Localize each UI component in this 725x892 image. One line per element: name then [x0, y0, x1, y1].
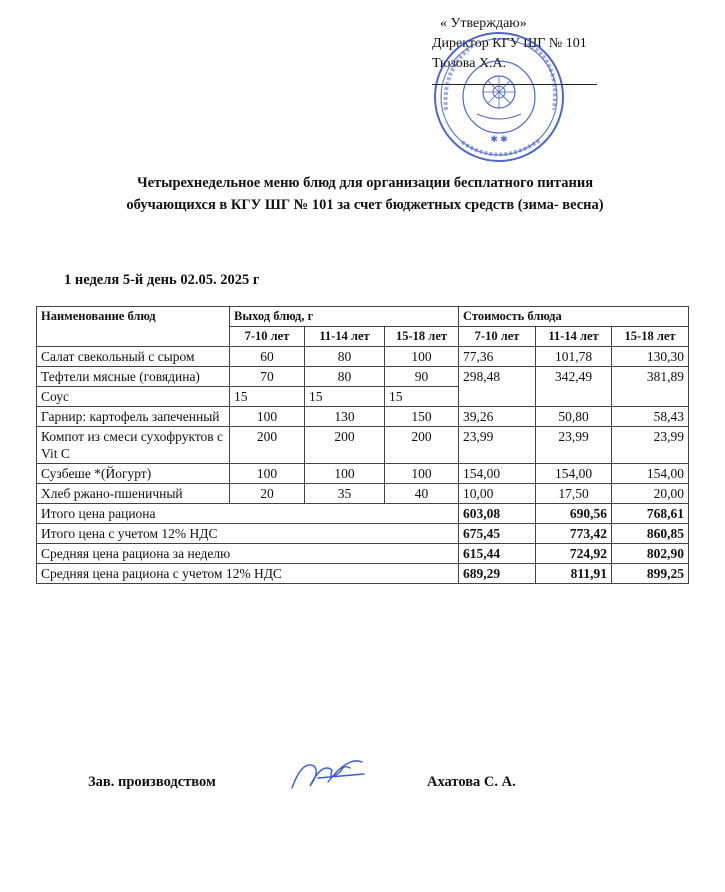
table-row — [37, 464, 689, 484]
footer-position: Зав. производством — [88, 774, 216, 790]
yield-value: 100 — [305, 464, 385, 484]
yield-value: 80 — [305, 347, 385, 367]
yield-value: 60 — [230, 347, 305, 367]
approval-position: Директор КГУ ШГ № 101 — [432, 36, 587, 51]
cost-value: 130,30 — [612, 347, 689, 367]
cost-value: 17,50 — [536, 484, 612, 504]
total-value: 802,90 — [612, 544, 689, 564]
dish-name: Салат свекольный с сыром — [37, 347, 230, 367]
header-cost: Стоимость блюда — [459, 307, 689, 327]
cost-value: 23,99 — [536, 427, 612, 464]
cost-value: 154,00 — [612, 464, 689, 484]
handwritten-signature — [288, 752, 368, 798]
cost-value: 23,99 — [612, 427, 689, 464]
menu-table — [36, 306, 689, 584]
approval-name: Тюзова Х.А. — [432, 56, 507, 71]
table-row — [37, 427, 689, 464]
yield-value: 100 — [230, 464, 305, 484]
total-value: 603,08 — [459, 504, 536, 524]
dish-name: Хлеб ржано-пшеничный — [37, 484, 230, 504]
yield-value: 15 — [230, 387, 305, 407]
official-seal-stamp — [432, 30, 567, 165]
yield-value: 40 — [385, 484, 459, 504]
total-value: 860,85 — [612, 524, 689, 544]
yield-value: 100 — [385, 464, 459, 484]
table-header-row — [37, 307, 689, 327]
yield-value: 130 — [305, 407, 385, 427]
total-value: 724,92 — [536, 544, 612, 564]
total-value: 689,29 — [459, 564, 536, 584]
table-row — [37, 347, 689, 367]
svg-text:✱ ✱: ✱ ✱ — [490, 134, 508, 144]
yield-value: 35 — [305, 484, 385, 504]
dish-name: Сузбеше *(Йогурт) — [37, 464, 230, 484]
yield-value: 100 — [385, 347, 459, 367]
totals-row — [37, 544, 689, 564]
total-value: 690,56 — [536, 504, 612, 524]
totals-row — [37, 524, 689, 544]
yield-value: 200 — [305, 427, 385, 464]
table-row — [37, 367, 689, 387]
dish-name: Соус — [37, 387, 230, 407]
cost-value: 381,89 — [612, 367, 689, 407]
totals-label: Средняя цена рациона с учетом 12% НДС — [37, 564, 459, 584]
table-row — [37, 407, 689, 427]
dish-name: Компот из смеси сухофруктов с Vit C — [37, 427, 230, 464]
header-yield-age-7-10: 7-10 лет — [230, 327, 305, 347]
yield-value: 15 — [305, 387, 385, 407]
cost-value: 101,78 — [536, 347, 612, 367]
yield-value: 90 — [385, 367, 459, 387]
document-title — [40, 172, 690, 216]
cost-value: 342,49 — [536, 367, 612, 407]
cost-value: 50,80 — [536, 407, 612, 427]
header-dish-name: Наименование блюд — [37, 307, 230, 347]
totals-label: Средняя цена рациона за неделю — [37, 544, 459, 564]
yield-value: 20 — [230, 484, 305, 504]
title-line-1: Четырехнедельное меню блюд для организации бесплатного питания — [136, 175, 594, 191]
header-yield-age-11-14: 11-14 лет — [305, 327, 385, 347]
approval-title: « Утверждаю» — [440, 16, 527, 31]
cost-value: 298,48 — [459, 367, 536, 407]
dish-name: Гарнир: картофель запеченный — [37, 407, 230, 427]
cost-value: 77,36 — [459, 347, 536, 367]
yield-value: 80 — [305, 367, 385, 387]
title-line-2: обучающихся в КГУ ШГ № 101 за счет бюджетных средств (зима- весна) — [126, 197, 604, 213]
cost-value: 20,00 — [612, 484, 689, 504]
cost-value: 154,00 — [536, 464, 612, 484]
footer-person: Ахатова С. А. — [427, 774, 516, 790]
total-value: 773,42 — [536, 524, 612, 544]
cost-value: 10,00 — [459, 484, 536, 504]
yield-value: 200 — [385, 427, 459, 464]
yield-value: 150 — [385, 407, 459, 427]
yield-value: 200 — [230, 427, 305, 464]
dish-name: Тефтели мясные (говядина) — [37, 367, 230, 387]
totals-row — [37, 504, 689, 524]
header-cost-age-15-18: 15-18 лет — [612, 327, 689, 347]
total-value: 675,45 — [459, 524, 536, 544]
yield-value: 100 — [230, 407, 305, 427]
yield-value: 15 — [385, 387, 459, 407]
header-yield-age-15-18: 15-18 лет — [385, 327, 459, 347]
week-day-label: 1 неделя 5-й день 02.05. 2025 г — [64, 272, 260, 288]
header-cost-age-7-10: 7-10 лет — [459, 327, 536, 347]
total-value: 899,25 — [612, 564, 689, 584]
total-value: 768,61 — [612, 504, 689, 524]
totals-label: Итого цена с учетом 12% НДС — [37, 524, 459, 544]
cost-value: 154,00 — [459, 464, 536, 484]
table-row — [37, 484, 689, 504]
total-value: 811,91 — [536, 564, 612, 584]
cost-value: 58,43 — [612, 407, 689, 427]
cost-value: 23,99 — [459, 427, 536, 464]
header-yield: Выход блюд, г — [230, 307, 459, 327]
header-cost-age-11-14: 11-14 лет — [536, 327, 612, 347]
yield-value: 70 — [230, 367, 305, 387]
totals-label: Итого цена рациона — [37, 504, 459, 524]
cost-value: 39,26 — [459, 407, 536, 427]
total-value: 615,44 — [459, 544, 536, 564]
totals-row — [37, 564, 689, 584]
